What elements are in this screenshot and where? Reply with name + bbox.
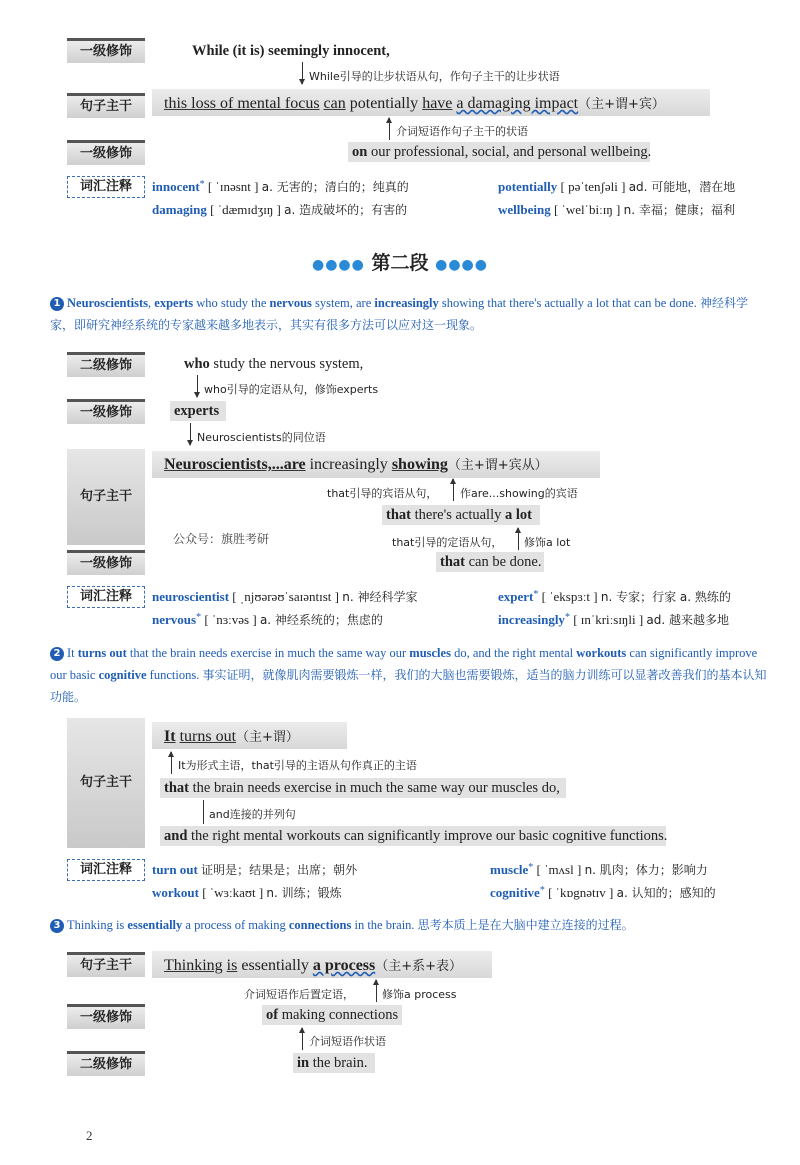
verb-can: can [323, 95, 346, 112]
arrow-up-icon [376, 980, 377, 1002]
decorative-dots-icon: ●●●● [311, 257, 365, 273]
vocab-entry [152, 884, 342, 901]
of-note-right: 修饰a process [382, 988, 457, 1001]
alot-bold: a lot [505, 507, 532, 523]
that2-bold: that [440, 554, 465, 570]
tag-first-modifier: 一级修饰 [67, 38, 145, 63]
vocab-word: increasingly [498, 612, 565, 627]
vocab-entry [152, 861, 357, 878]
of-bold: of [266, 1007, 279, 1023]
while-clause-text: While (it is) seemingly innocent, [192, 43, 390, 59]
subject-it: It [164, 728, 176, 745]
kw: essentially [127, 918, 183, 932]
vocab-def: n. 神经科学家 [342, 590, 418, 604]
while-clause [192, 43, 390, 60]
vocab-word: workout [152, 885, 199, 900]
sentence-number-icon: 3 [50, 919, 64, 933]
vocab-entry [490, 884, 716, 901]
main-clause-2 [164, 454, 548, 474]
who-note: who引导的定语从句，修饰experts [204, 383, 379, 396]
that-note-right: 作are...showing的宾语 [460, 487, 578, 500]
text: showing that there's actually a lot that can be done. [438, 296, 697, 310]
appos-note: Neuroscientists的同位语 [197, 431, 326, 444]
adverb: increasingly [305, 456, 392, 473]
vocab-ipa: [ ɪnˈkriːsɪŋli ] [573, 612, 644, 627]
that-clause [386, 507, 532, 524]
star-icon: * [528, 862, 534, 873]
vocab-word: innocent [152, 179, 200, 194]
adverb: potentially [349, 95, 419, 112]
kw: experts [154, 296, 194, 310]
decorative-dots-icon: ●●●● [435, 257, 488, 273]
paragraph-sentence-1 [50, 292, 768, 336]
and-note: and连接的并列句 [209, 808, 296, 821]
and-rest: the right mental workouts can significantly improve our basic cognitive functions. [187, 828, 668, 844]
star-icon: * [564, 612, 570, 623]
verb-have: have [422, 95, 453, 112]
arrow-up-icon [518, 528, 519, 550]
translation: 思考本质上是在大脑中建立连接的过程。 [417, 918, 634, 932]
experts-bold: experts [174, 403, 220, 419]
of-phrase [266, 1007, 398, 1024]
arrow-up-icon [302, 1028, 303, 1050]
structure-label: （主+谓+宾从） [447, 458, 548, 473]
star-icon: * [196, 612, 202, 623]
text: a process of making [182, 918, 289, 932]
vocab-entry [498, 178, 735, 195]
paragraph-sentence-2 [50, 642, 768, 708]
tag-main-clause: 句子主干 [67, 718, 145, 848]
vocab-entry [152, 588, 417, 605]
vocab-ipa: [ ˌnjʊərəʊˈsaɪəntɪst ] [232, 589, 339, 604]
experts-word [174, 403, 219, 420]
vocab-word: neuroscientist [152, 589, 230, 604]
that2-clause [440, 554, 541, 571]
translation: 神经科学家，即研究神经系统的专家越来越多地表示，其实有很多方法可以应对这一现象。 [50, 296, 748, 332]
on-bold: on [352, 144, 368, 160]
vocab-ipa: [ ˈɪnəsnt ] [207, 179, 259, 194]
vocab-entry [498, 588, 731, 605]
of-note-left: 介词短语作后置定语， [244, 988, 354, 1001]
who-bold: who [184, 356, 210, 372]
kw: turns out [77, 646, 127, 660]
main-clause-4 [164, 955, 462, 975]
text: , [148, 296, 155, 310]
vocab-def: a. 认知的；感知的 [616, 886, 716, 900]
structure-label: （主+谓） [236, 730, 299, 745]
text: Thinking is [67, 918, 128, 932]
tag-main-clause: 句子主干 [67, 952, 145, 977]
connector-line-icon [203, 800, 204, 824]
in-phrase [297, 1055, 367, 1072]
vocab-ipa: [ ˈekspɜːt ] [541, 589, 598, 604]
text: do, and the right mental [450, 646, 577, 660]
section-title: 第二段 [371, 252, 429, 274]
vocab-word: turn out [152, 862, 198, 877]
text: functions. [146, 668, 200, 682]
vocab-def: a. 造成破坏的；有害的 [284, 203, 408, 217]
star-icon: * [533, 589, 539, 600]
in-note: 介词短语作状语 [309, 1035, 386, 1048]
subject-verb: Neuroscientists,...are [164, 456, 306, 473]
vocab-word: potentially [498, 179, 558, 194]
main-clause-1 [164, 93, 665, 113]
text: that the brain needs exercise in much the same way our [126, 646, 410, 660]
vocab-entry [152, 611, 383, 628]
tag-second-modifier: 二级修饰 [67, 1051, 145, 1076]
tag-first-modifier: 一级修饰 [67, 550, 145, 575]
vocab-word: expert [498, 589, 534, 604]
that-clause [164, 780, 560, 797]
that-mid: there's actually [410, 507, 505, 523]
kw: Neuroscientists [67, 296, 149, 310]
text: It [67, 646, 78, 660]
tag-main-clause: 句子主干 [67, 93, 145, 118]
vocab-def: 证明是；结果是；出席；朝外 [201, 863, 358, 877]
vocab-def: n. 专家；行家 a. 熟练的 [600, 590, 731, 604]
vocab-entry [152, 201, 407, 218]
text: who study the [193, 296, 270, 310]
vocab-ipa: [ ˈwelˈbiːɪŋ ] [553, 202, 621, 217]
vocab-def: n. 幸福；健康；福利 [623, 203, 735, 217]
object: a damaging impact [456, 95, 579, 112]
text: system, are [311, 296, 375, 310]
vocab-ipa: [ ˈmʌsl ] [536, 862, 582, 877]
vocab-word: wellbeing [498, 202, 551, 217]
structure-label: （主+谓+宾） [578, 97, 665, 112]
vocab-word: nervous [152, 612, 197, 627]
vocab-ipa: [ pəˈtenʃəli ] [560, 179, 626, 194]
while-note: While引导的让步状语从句，作句子主干的让步状语 [309, 70, 560, 83]
arrow-up-icon [171, 752, 172, 774]
in-bold: in [297, 1055, 310, 1071]
vocab-word: cognitive [490, 885, 540, 900]
arrow-down-icon [197, 375, 198, 397]
who-rest: study the nervous system, [209, 356, 364, 372]
vocab-def: n. 训练；锻炼 [266, 886, 342, 900]
arrow-down-icon [302, 62, 303, 84]
text: can significantly improve our basic [50, 646, 758, 682]
kw: connections [288, 918, 352, 932]
kw: increasingly [374, 296, 439, 310]
arrow-up-icon [389, 118, 390, 140]
translation: 事实证明，就像肌肉需要锻炼一样，我们的大脑也需要锻炼，适当的脑力训练可以显著改善我们的基本认知功能。 [50, 668, 767, 704]
that-bold: that [164, 780, 189, 796]
sentence-number-icon: 1 [50, 297, 64, 311]
verb-turns-out: turns out [179, 728, 237, 745]
section-heading [0, 248, 800, 275]
star-icon: * [539, 885, 545, 896]
tag-vocabulary: 词汇注释 [67, 859, 145, 881]
vocab-entry [498, 201, 735, 218]
subject-thinking: Thinking [164, 957, 223, 974]
tag-main-clause: 句子主干 [67, 449, 145, 545]
kw: nervous [269, 296, 312, 310]
vocab-ipa: [ ˈnɜːvəs ] [204, 612, 257, 627]
kw: cognitive [98, 668, 147, 682]
that2-rest: can be done. [464, 554, 542, 570]
vocab-entry [498, 611, 729, 628]
of-rest: making connections [278, 1007, 399, 1023]
it-note: It为形式主语，that引导的主语从句作真正的主语 [178, 759, 417, 772]
who-clause [184, 356, 363, 373]
vocab-def: ad. 越来越多地 [646, 613, 730, 627]
tag-first-modifier: 一级修饰 [67, 399, 145, 424]
that-rest: the brain needs exercise in much the same way our muscles do, [188, 780, 560, 796]
in-rest: the brain. [309, 1055, 368, 1071]
prep-note: 介词短语作句子主干的状语 [396, 125, 528, 138]
that-note-left: that引导的宾语从句， [327, 487, 438, 500]
vocab-entry [152, 178, 409, 195]
and-bold: and [164, 828, 188, 844]
vocab-def: a. 神经系统的；焦虑的 [259, 613, 383, 627]
vocab-ipa: [ ˈdæmɪdʒɪŋ ] [210, 202, 281, 217]
vocab-def: n. 肌肉；体力；影响力 [584, 863, 708, 877]
on-rest: our professional, social, and personal wellbeing. [367, 144, 652, 160]
kw: workouts [576, 646, 627, 660]
sentence-number-icon: 2 [50, 647, 64, 661]
structure-label: （主+系+表） [375, 959, 463, 974]
vocab-ipa: [ ˈkɒgnətɪv ] [548, 885, 614, 900]
kw: muscles [409, 646, 451, 660]
arrow-up-icon [453, 479, 454, 501]
and-clause [164, 828, 667, 845]
subject: this loss of mental focus [164, 95, 320, 112]
watermark: 公众号：旗胜考研 [173, 532, 270, 546]
arrow-down-icon [190, 423, 191, 445]
vocab-def: a. 无害的；清白的；纯真的 [261, 180, 409, 194]
that-bold: that [386, 507, 411, 523]
vocab-def: ad. 可能地，潜在地 [628, 180, 736, 194]
vocab-word: damaging [152, 202, 207, 217]
verb-showing: showing [391, 456, 448, 473]
predicative: a process [312, 957, 376, 974]
on-phrase [352, 144, 651, 161]
page-number: 2 [86, 1128, 93, 1143]
tag-second-modifier: 二级修饰 [67, 352, 145, 377]
tag-first-modifier: 一级修饰 [67, 140, 145, 165]
star-icon: * [199, 179, 205, 190]
vocab-ipa: [ ˈwɜːkaʊt ] [202, 885, 264, 900]
tag-first-modifier: 一级修饰 [67, 1004, 145, 1029]
verb-is: is [226, 957, 238, 974]
main-clause-3 [164, 726, 299, 746]
that2-note-right: 修饰a lot [524, 536, 571, 549]
text: in the brain. [351, 918, 415, 932]
tag-vocabulary: 词汇注释 [67, 586, 145, 608]
adverb: essentially [237, 957, 313, 974]
vocab-word: muscle [490, 862, 529, 877]
tag-vocabulary: 词汇注释 [67, 176, 145, 198]
that2-note-left: that引导的定语从句， [392, 536, 503, 549]
vocab-entry [490, 861, 708, 878]
paragraph-sentence-3 [50, 914, 768, 936]
